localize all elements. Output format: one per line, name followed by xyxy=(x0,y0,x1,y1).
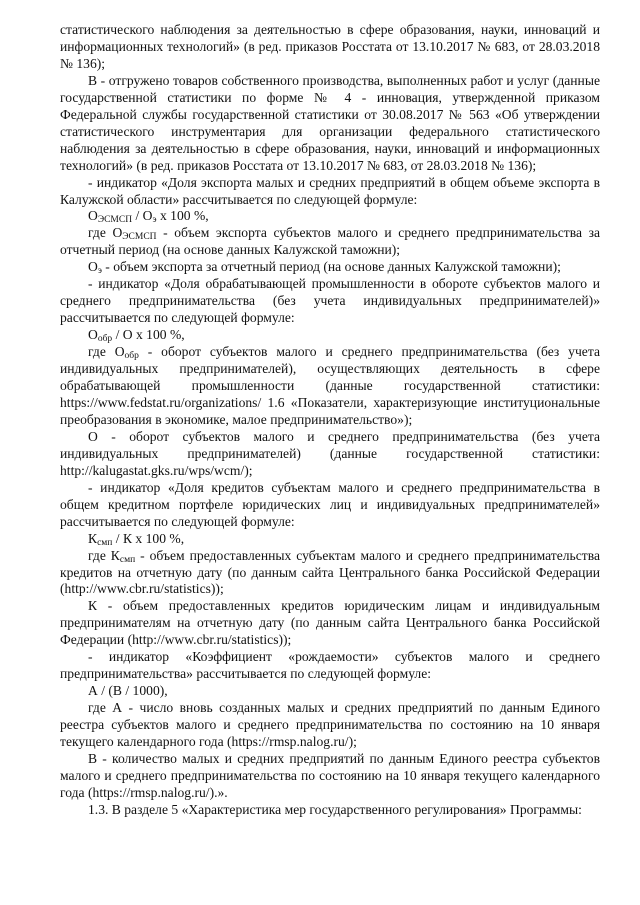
formula-manufacturing-share: $О_{обр}$ / О х 100 %, xyxy=(88,327,185,345)
paragraph-indicator-manufacturing: - индикатор «Доля обрабатывающей промышленности в обороте субъектов малого и среднего предпринимательства (без учета индивидуальных предпринимателей)» рассчитывается по следующей формуле: xyxy=(60,276,600,326)
paragraph-continuation: статистического наблюдения за деятельностью в сфере образования, науки, инноваций и информационных технологий» (в ред. приказов Росстата от 13.10.2017 № 683, от 28.03.2018 № 136); xyxy=(60,22,600,71)
formula-birth-rate: А / (В / 1000), xyxy=(88,683,168,699)
paragraph-indicator-birth-rate: - индикатор «Коэффициент «рождаемости» субъектов малого и среднего предпринимательства» рассчитывается по следующей формуле: xyxy=(60,649,600,682)
paragraph-definition-oe: $О_э$ - объем экспорта за отчетный период (на основе данных Калужской таможни); xyxy=(88,259,561,277)
paragraph-definition-a: где А - число вновь созданных малых и средних предприятий по данным Единого реестра субъектов малого и среднего предпринимательства по состоянию на 10 января текущего календарного года (https://rmsp.nalog.ru/); xyxy=(60,700,600,750)
formula-credit-share: $К_{смп}$ / К х 100 %, xyxy=(88,530,185,548)
formula-export-share: $О_{ЭСМСП} / О_э$ х 100 %, xyxy=(88,208,209,226)
paragraph-indicator-credits: - индикатор «Доля кредитов субъектам малого и среднего предпринимательства в общем кредитном портфеле юридических лиц и индивидуальных предпринимателей» рассчитывается по следующей формуле: xyxy=(60,479,600,529)
paragraph-definition-oesmsp: где $О_{ЭСМСП}$ - объем экспорта субъектов малого и среднего предпринимательства за отчетный период (на основе данных Калужской таможни); xyxy=(60,225,600,258)
paragraph-definition-o: О - оборот субъектов малого и среднего предпринимательства (без учета индивидуальных предпринимателей) (данные государственной статистики: http://kalugastat.gks.ru/wps/wcm/); xyxy=(60,428,600,478)
document-page xyxy=(60,22,600,819)
paragraph-indicator-export: - индикатор «Доля экспорта малых и средних предприятий в общем объеме экспорта в Калужской области» рассчитывается по следующей формуле: xyxy=(60,174,600,207)
paragraph-definition-b: В - отгружено товаров собственного производства, выполненных работ и услуг (данные государственной статистики по форме № 4 - инновация, утвержденной приказом Федеральной службы государственной статистики от 30.08.2017 № 563 «Об утверждении статистического инструментария для организации федерального статистического наблюдения за деятельностью в сфере образования, науки, инноваций и информационных технологий» (в ред. приказов Росстата от 13.10.2017 № 683, от 28.03.2018 № 136); xyxy=(60,72,600,173)
paragraph-definition-k: К - объем предоставленных кредитов юридическим лицам и индивидуальным предпринимателям на отчетную дату (по данным сайта Центрального банка Российской Федерации (http://www.cbr.ru/statistics)); xyxy=(60,598,600,648)
paragraph-section-1-3: 1.3. В разделе 5 «Характеристика мер государственного регулирования» Программы: xyxy=(88,801,582,817)
paragraph-definition-ksmp: где $К_{смп}$ - объем предоставленных субъектам малого и среднего предпринимательства кредитов на отчетную дату (по данным сайта Центрального банка Российской Федерации (http://www.cbr.ru/statistics)); xyxy=(60,547,600,597)
paragraph-definition-oobr: где $О_{обр}$ - оборот субъектов малого и среднего предпринимательства (без учета индивидуальных предпринимателей), осуществляющих деятельность в сфере обрабатывающей промышленности (данные государственной статистики: https://www.fedstat.ru/organizations/ 1.6 «Показатели, характеризующие институциональные преобразования в экономике, малое предпринимательство»); xyxy=(60,344,600,427)
paragraph-definition-b-count: В - количество малых и средних предприятий по данным Единого реестра субъектов малого и среднего предпринимательства по состоянию на 10 января текущего календарного года (https://rmsp.nalog.ru/).». xyxy=(60,750,600,800)
